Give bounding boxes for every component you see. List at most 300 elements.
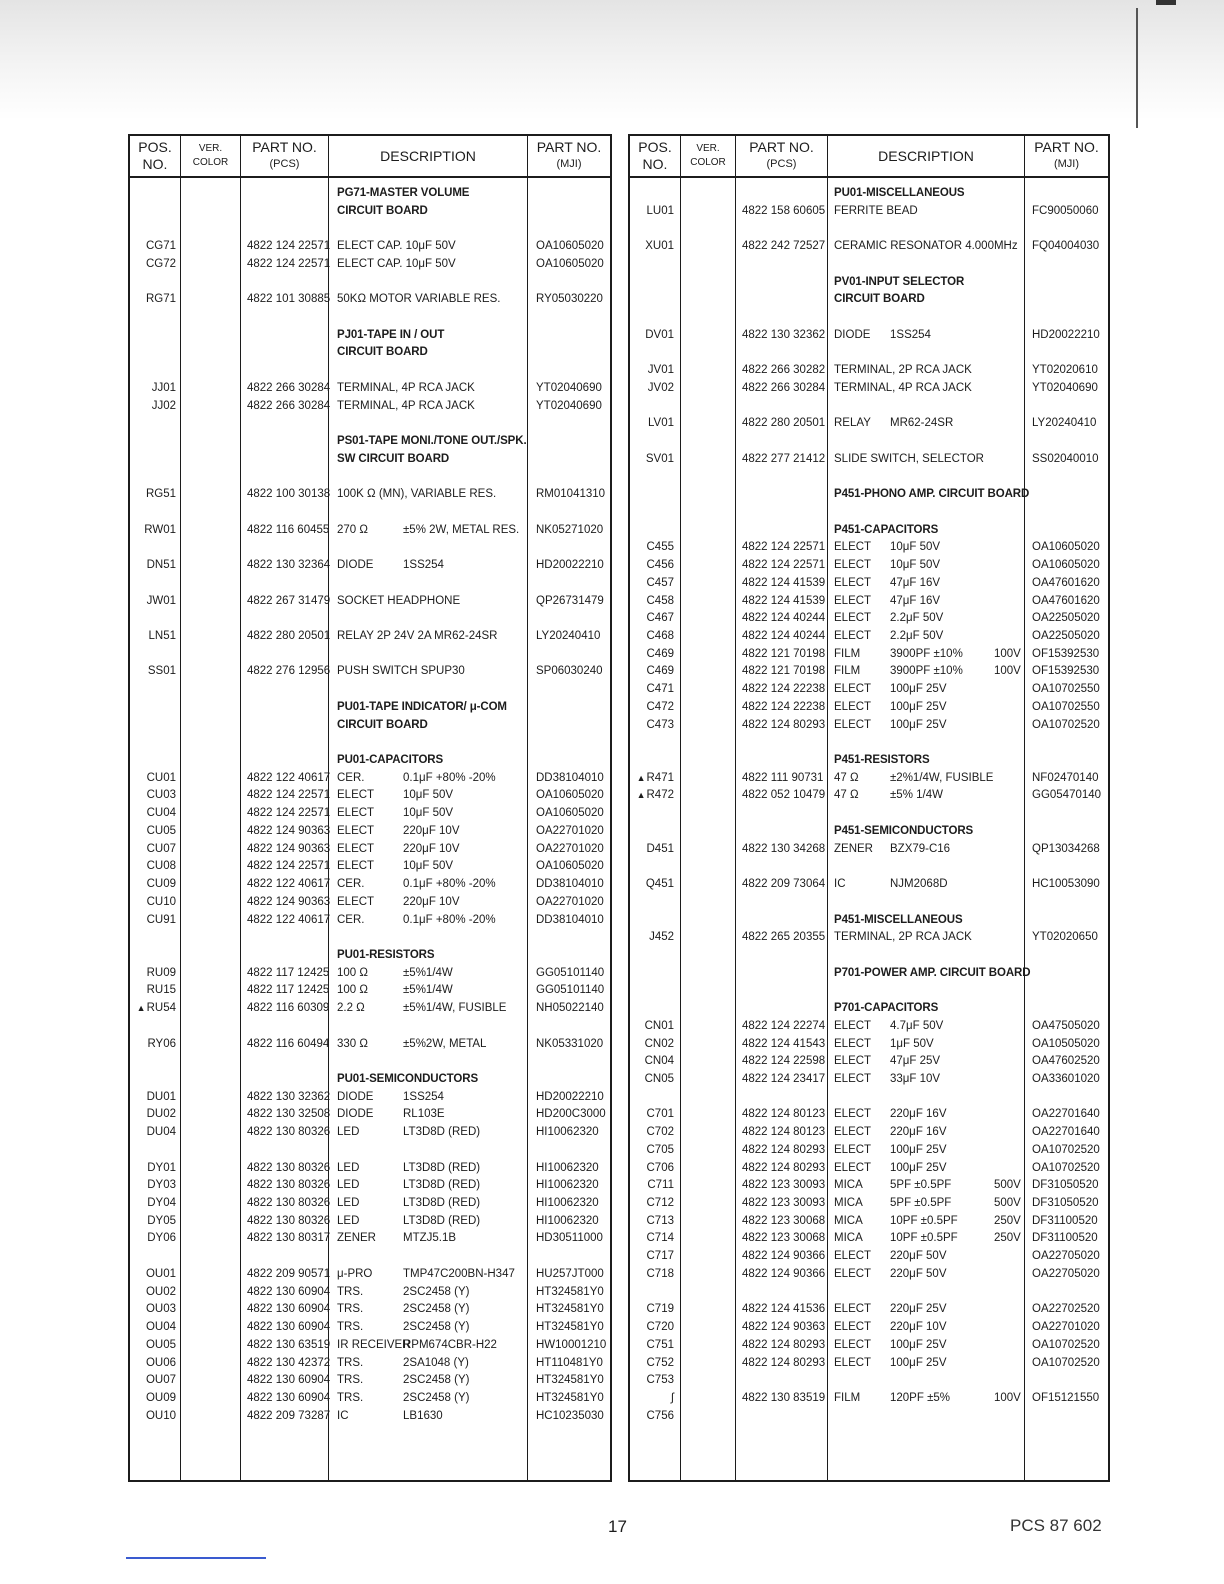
section-title: CIRCUIT BOARD [834, 293, 925, 306]
description-value: TMP47C200BN-H347 [403, 1267, 515, 1280]
pos-no-text: CU04 [146, 807, 176, 820]
part-no-pcs: 4822 124 22571 [247, 860, 331, 873]
part-no-mji: OF15392530 [1032, 647, 1100, 660]
header-part-mji: PART NO. (MJI) [536, 139, 602, 170]
part-no-pcs: 4822 124 80293 [742, 718, 826, 731]
description-rating: 100V [994, 647, 1021, 660]
section-heading [130, 184, 610, 202]
header-description: DESCRIPTION [380, 147, 476, 164]
description-value: 10μF 50V [403, 789, 454, 802]
description-value: 220μF 10V [890, 1321, 947, 1334]
part-no-mji: DD38104010 [536, 913, 604, 926]
pos-no-text: JV01 [647, 364, 674, 377]
part-no-pcs: 4822 124 22238 [742, 683, 826, 696]
part-no-mji: OA10702520 [1032, 1143, 1100, 1156]
description-type: FILM [834, 647, 861, 660]
pos-no-text: C455 [646, 541, 674, 554]
pos-no [630, 1318, 674, 1336]
scan-edge-line [1136, 8, 1138, 128]
pos-no [130, 485, 176, 503]
section-heading [630, 751, 1108, 769]
part-no-mji: DF31050520 [1032, 1197, 1099, 1210]
part-no-mji: LY20240410 [1032, 417, 1097, 430]
pos-no-text: JJ02 [151, 399, 176, 412]
part-row [130, 1318, 610, 1336]
description-value: 10μF 50V [403, 860, 454, 873]
description-value: 10μF 50V [890, 559, 941, 572]
part-no-mji: NK05331020 [536, 1037, 604, 1050]
part-row [630, 645, 1108, 663]
pos-no-text: C469 [646, 665, 674, 678]
part-no-pcs: 4822 121 70198 [742, 647, 826, 660]
pos-no-text: C718 [646, 1267, 674, 1280]
description-type: DIODE [337, 1090, 374, 1103]
pos-no-text: C467 [646, 612, 674, 625]
section-title: P701-POWER AMP. CIRCUIT BOARD [834, 966, 1031, 979]
section-title: PU01-MISCELLANEOUS [834, 187, 965, 199]
part-no-mji: HD20022210 [1032, 328, 1100, 341]
description-value: 10PF ±0.5PF [890, 1232, 958, 1245]
part-no-mji: OA22505020 [1032, 612, 1100, 625]
part-row [630, 662, 1108, 680]
description-value: 47μF 16V [890, 576, 941, 589]
pos-no [630, 326, 674, 344]
pos-no [130, 964, 176, 982]
pos-no-text: C702 [646, 1126, 674, 1139]
part-no-pcs: 4822 266 30284 [247, 399, 331, 412]
pos-no [630, 237, 674, 255]
part-no-pcs: 4822 130 60904 [247, 1321, 331, 1334]
description-type: 100 Ω [337, 966, 368, 979]
description-type: ELECT [834, 1073, 872, 1085]
description-type: MICA [834, 1179, 863, 1192]
description-type: CER. [337, 913, 365, 926]
part-no-pcs: 4822 130 80326 [247, 1179, 331, 1192]
part-no-pcs: 4822 123 30093 [742, 1179, 826, 1192]
pos-no [630, 538, 674, 556]
description-type: MICA [834, 1232, 863, 1245]
description-value: RL103E [403, 1108, 445, 1121]
scan-mark-line [126, 1557, 266, 1559]
part-no-mji: LY20240410 [536, 630, 601, 642]
section-title: PV01-INPUT SELECTOR [834, 275, 965, 288]
description-type: TRS. [337, 1285, 364, 1298]
part-no-mji: HI10062320 [536, 1161, 599, 1174]
description-rating: 500V [994, 1197, 1021, 1210]
section-heading [630, 999, 1108, 1017]
part-no-pcs: 4822 124 90363 [742, 1321, 826, 1334]
pos-no [130, 397, 176, 415]
description-value: ±2%1/4W, FUSIBLE [890, 771, 994, 784]
part-no-mji: HD30511000 [536, 1232, 603, 1245]
part-row [630, 1336, 1108, 1354]
pos-no [630, 1389, 674, 1407]
part-row [130, 769, 610, 787]
part-row [630, 1105, 1108, 1123]
part-no-mji: DF31050520 [1032, 1179, 1099, 1192]
part-row [130, 255, 610, 273]
section-title: PJ01-TAPE IN / OUT [337, 328, 445, 341]
description-value: 3900PF ±10% [890, 647, 963, 660]
part-row [130, 786, 610, 804]
section-heading [130, 698, 610, 716]
spacer-row [130, 538, 610, 556]
part-no-mji: OA22701640 [1032, 1108, 1100, 1121]
part-row [630, 716, 1108, 734]
table-header [130, 136, 610, 178]
description-type: ELECT [834, 1126, 872, 1139]
pos-no-text: C719 [646, 1303, 674, 1316]
part-row [130, 1159, 610, 1177]
pos-no-text: C756 [646, 1409, 674, 1422]
description-value: 220μF 50V [890, 1267, 947, 1280]
part-no-pcs: 4822 280 20501 [247, 630, 331, 642]
pos-no [630, 1070, 674, 1088]
part-row [130, 964, 610, 982]
section-title: PS01-TAPE MONI./TONE OUT./SPK. [337, 435, 527, 448]
parts-table-left [128, 134, 612, 1482]
pos-no [130, 857, 176, 875]
description-value: LT3D8D (RED) [403, 1161, 481, 1174]
description-type: ELECT [834, 612, 872, 625]
table-body [130, 178, 610, 1480]
description: 50KΩ MOTOR VARIABLE RES. [337, 293, 501, 306]
spacer-row [130, 308, 610, 326]
pos-no [630, 769, 674, 787]
part-row [630, 1212, 1108, 1230]
pos-no-text: OU09 [145, 1391, 176, 1404]
description-value: NJM2068D [890, 878, 948, 891]
pos-no-text: C712 [646, 1197, 674, 1210]
part-no-mji: HT324581Y0 [536, 1285, 604, 1298]
pos-no-text: LU01 [646, 204, 674, 217]
description-value: 1SS254 [890, 328, 931, 341]
part-no-mji: OA10605020 [536, 807, 604, 820]
description-type: ELECT [337, 842, 375, 855]
description-value: 2SC2458 (Y) [403, 1391, 470, 1404]
part-no-mji: GG05101140 [536, 984, 605, 997]
part-no-mji: DD38104010 [536, 878, 604, 891]
description: TERMINAL, 2P RCA JACK [834, 364, 972, 377]
pos-no [130, 290, 176, 308]
part-no-mji: HD20022210 [536, 559, 604, 572]
part-no-pcs: 4822 209 90571 [247, 1267, 331, 1280]
spacer-row [130, 503, 610, 521]
part-no-mji: GG05101140 [536, 966, 605, 979]
part-no-pcs: 4822 124 80123 [742, 1126, 826, 1139]
part-no-mji: OA10702520 [1032, 1161, 1100, 1174]
part-no-pcs: 4822 124 40244 [742, 630, 826, 642]
pos-no [130, 1229, 176, 1247]
part-row [630, 592, 1108, 610]
document-code: PCS 87 602 [1010, 1516, 1102, 1535]
part-no-pcs: 4822 130 80326 [247, 1197, 331, 1210]
part-no-pcs: 4822 122 40617 [247, 913, 331, 926]
description-type: ELECT [834, 1356, 872, 1369]
part-no-mji: HT324581Y0 [536, 1321, 604, 1334]
pos-no-text: C701 [646, 1108, 674, 1121]
section-title: P701-CAPACITORS [834, 1002, 939, 1015]
pos-no [630, 202, 674, 220]
part-no-pcs: 4822 130 60904 [247, 1285, 331, 1298]
pos-no [630, 361, 674, 379]
description-type: FILM [834, 1391, 861, 1404]
part-row [130, 1336, 610, 1354]
section-title: P451-CAPACITORS [834, 523, 939, 536]
description-type: ELECT [834, 718, 872, 731]
pos-no [630, 875, 674, 893]
spacer-row [630, 1088, 1108, 1106]
part-no-pcs: 4822 124 22571 [247, 240, 331, 253]
description-type: 270 Ω [337, 523, 368, 536]
description-type: ELECT [834, 700, 872, 713]
part-no-mji: DD38104010 [536, 771, 604, 784]
spacer-row [630, 1283, 1108, 1301]
part-row [630, 326, 1108, 344]
pos-no-text: DU01 [146, 1090, 176, 1103]
pos-no [630, 1017, 674, 1035]
part-no-pcs: 4822 122 40617 [247, 771, 331, 784]
part-no-mji: YT02040690 [536, 399, 602, 412]
pos-no [130, 379, 176, 397]
part-no-mji: OA10605020 [536, 860, 604, 873]
part-row [130, 875, 610, 893]
part-no-pcs: 4822 266 30284 [742, 381, 826, 394]
pos-no [130, 627, 176, 645]
description-value: 0.1μF +80% -20% [403, 878, 496, 891]
section-heading [130, 1070, 610, 1088]
part-no-pcs: 4822 124 22598 [742, 1055, 826, 1068]
description-value: ±5%1/4W, FUSIBLE [403, 1002, 507, 1015]
description-value: 120PF ±5% [890, 1391, 951, 1404]
pos-no-text: OU10 [145, 1409, 176, 1422]
description-type: TRS. [337, 1303, 364, 1316]
description-value: MTZJ5.1B [403, 1232, 457, 1245]
description-type: ELECT [834, 1019, 872, 1032]
section-title: P451-RESISTORS [834, 754, 930, 767]
part-no-mji: RM01041310 [536, 488, 606, 501]
part-no-pcs: 4822 123 30068 [742, 1232, 826, 1245]
description-type: ELECT [834, 559, 872, 572]
pos-no [130, 1176, 176, 1194]
description-value: 2.2μF 50V [890, 612, 944, 625]
pos-no [130, 255, 176, 273]
part-row [630, 202, 1108, 220]
part-row [630, 1371, 1108, 1389]
pos-no-text: XU01 [645, 240, 674, 253]
pos-no [630, 1229, 674, 1247]
description-type: DIODE [337, 559, 374, 572]
pos-no [130, 1159, 176, 1177]
part-no-pcs: 4822 124 41539 [742, 576, 826, 589]
section-heading [630, 822, 1108, 840]
parts-table-right [628, 134, 1110, 1482]
pos-no-text: CN04 [644, 1055, 674, 1068]
pos-no [130, 521, 176, 539]
description-type: ELECT [834, 1108, 872, 1121]
part-no-pcs: 4822 276 12956 [247, 665, 331, 678]
pos-no [630, 1123, 674, 1141]
description-value: 1SS254 [403, 1090, 444, 1103]
pos-no-text: C468 [646, 630, 674, 642]
part-no-mji: HW10001210 [536, 1338, 607, 1351]
pos-no [130, 1407, 176, 1425]
description-value: 47μF 16V [890, 594, 941, 607]
description-type: ELECT [337, 824, 375, 837]
pos-no-text: R471 [646, 771, 674, 784]
description-type: ELECT [834, 1321, 872, 1334]
pos-no [130, 1105, 176, 1123]
part-no-pcs: 4822 117 12425 [247, 966, 330, 979]
description-value: 220μF 16V [890, 1126, 947, 1139]
pos-no [130, 911, 176, 929]
pos-no [130, 1283, 176, 1301]
part-no-pcs: 4822 130 32364 [247, 559, 331, 572]
description-value: ±5% 1/4W [890, 789, 943, 802]
part-no-mji: HI10062320 [536, 1197, 599, 1210]
part-no-mji: OA33601020 [1032, 1073, 1100, 1085]
description-type: ZENER [834, 842, 873, 855]
pos-no-text: CU08 [146, 860, 176, 873]
pos-no-text: C711 [647, 1179, 674, 1192]
description-type: 2.2 Ω [337, 1002, 365, 1015]
pos-no-text: RY06 [147, 1037, 176, 1050]
description-type: ELECT [834, 1338, 872, 1351]
part-no-pcs: 4822 277 21412 [742, 452, 826, 465]
part-no-pcs: 4822 111 90731 [742, 771, 824, 784]
pos-no-text: SS01 [147, 665, 176, 678]
description-value: 1SS254 [403, 559, 444, 572]
part-row [130, 911, 610, 929]
spacer-row [130, 645, 610, 663]
part-no-mji: HC10235030 [536, 1409, 604, 1422]
pos-no-text: CU05 [146, 824, 176, 837]
part-no-mji: YT02020610 [1032, 364, 1098, 377]
description-rating: 250V [994, 1232, 1021, 1245]
part-no-pcs: 4822 266 30284 [247, 381, 331, 394]
description-type: LED [337, 1126, 360, 1139]
spacer-row [630, 893, 1108, 911]
part-no-pcs: 4822 130 80326 [247, 1161, 331, 1174]
pos-no [130, 1336, 176, 1354]
pos-no [130, 1123, 176, 1141]
pos-no [630, 840, 674, 858]
header-pos: POS. NO. [638, 139, 672, 172]
part-row [630, 1229, 1108, 1247]
description-rating: 100V [994, 665, 1021, 678]
part-row [130, 1265, 610, 1283]
pos-no [630, 680, 674, 698]
description-type: TRS. [337, 1391, 364, 1404]
spacer-row [130, 468, 610, 486]
description-value: 100μF 25V [890, 1356, 947, 1369]
spacer-row [630, 733, 1108, 751]
pos-no [130, 893, 176, 911]
pos-no-text: DY01 [147, 1161, 176, 1174]
part-no-mji: QP26731479 [536, 594, 604, 607]
part-no-mji: OF15392530 [1032, 665, 1100, 678]
description-value: 2SC2458 (Y) [403, 1303, 470, 1316]
pos-no [130, 1318, 176, 1336]
part-no-pcs: 4822 124 80123 [742, 1108, 826, 1121]
part-row [130, 840, 610, 858]
part-no-pcs: 4822 124 22571 [247, 257, 331, 270]
description-rating: 500V [994, 1179, 1021, 1192]
part-row [130, 397, 610, 415]
part-row [630, 1354, 1108, 1372]
part-no-mji: HU257JT000 [536, 1267, 604, 1280]
pos-no [630, 1407, 674, 1425]
part-no-mji: OA10702550 [1032, 700, 1100, 713]
description-value: ±5%1/4W [403, 984, 453, 997]
part-row [630, 1318, 1108, 1336]
warning-triangle-icon: ▲ [636, 772, 646, 783]
pos-no [130, 556, 176, 574]
part-no-pcs: 4822 124 80293 [742, 1161, 826, 1174]
part-no-mji: OA47602520 [1032, 1055, 1100, 1068]
description: CERAMIC RESONATOR 4.000MHz [834, 240, 1018, 253]
pos-no-text: C714 [646, 1232, 674, 1245]
part-no-mji: OA10605020 [1032, 559, 1100, 572]
description-type: IC [337, 1409, 349, 1422]
pos-no [130, 237, 176, 255]
section-title: PU01-SEMICONDUCTORS [337, 1073, 479, 1085]
part-no-mji: NH05022140 [536, 1002, 604, 1015]
section-heading [630, 290, 1108, 308]
table-body [630, 178, 1108, 1480]
pos-no [630, 1212, 674, 1230]
scan-edge-mark [1156, 0, 1176, 5]
description-type: ELECT [834, 1037, 872, 1050]
description-type: ELECT [834, 594, 872, 607]
part-row [130, 1212, 610, 1230]
description-type: μ-PRO [337, 1267, 373, 1280]
part-row [630, 538, 1108, 556]
pos-no-text: C471 [646, 683, 674, 696]
pos-no-text: C717 [646, 1250, 674, 1263]
pos-no-text: CU10 [146, 895, 176, 908]
pos-no-text: LV01 [647, 417, 674, 430]
section-heading [130, 716, 610, 734]
spacer-row [130, 1141, 610, 1159]
part-no-mji: OA22705020 [1032, 1267, 1100, 1280]
description: TERMINAL, 2P RCA JACK [834, 931, 972, 944]
description-value: 2SC2458 (Y) [403, 1321, 470, 1334]
part-no-mji: HI10062320 [536, 1179, 599, 1192]
spacer-row [130, 574, 610, 592]
pos-no-text: OU02 [145, 1285, 176, 1298]
section-title: PU01-CAPACITORS [337, 754, 444, 767]
part-row [130, 822, 610, 840]
part-row [130, 521, 610, 539]
part-row [630, 361, 1108, 379]
section-title: PU01-TAPE INDICATOR/ μ-COM [337, 700, 507, 713]
part-no-pcs: 4822 052 10479 [742, 789, 826, 802]
section-title: PU01-RESISTORS [337, 948, 435, 961]
spacer-row [630, 857, 1108, 875]
spacer-row [630, 255, 1108, 273]
part-no-pcs: 4822 123 30093 [742, 1197, 826, 1210]
pos-no-text: C456 [646, 559, 674, 572]
spacer-row [630, 397, 1108, 415]
part-no-pcs: 4822 124 90363 [247, 895, 331, 908]
pos-no-text: D451 [646, 842, 674, 855]
description-value: LT3D8D (RED) [403, 1126, 481, 1139]
part-row [630, 1194, 1108, 1212]
part-no-mji: SP06030240 [536, 665, 603, 678]
description: SOCKET HEADPHONE [337, 594, 461, 607]
spacer-row [630, 468, 1108, 486]
